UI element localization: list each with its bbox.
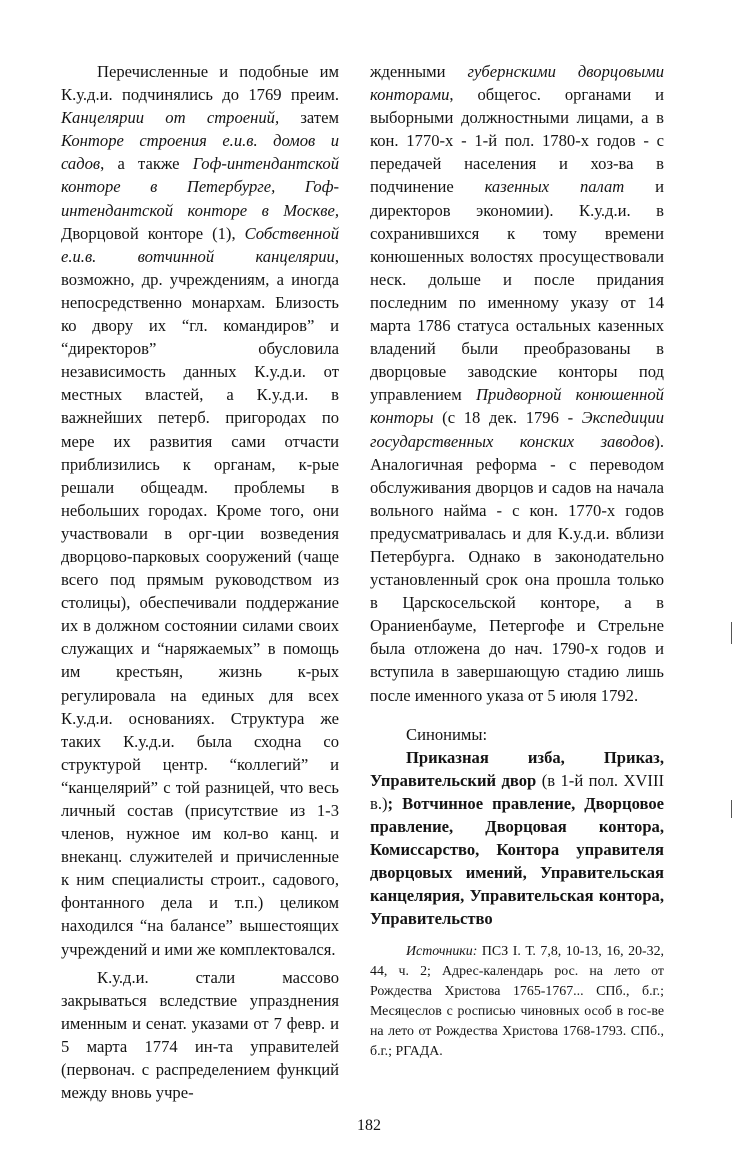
synonym-terms: Приказная изба, Приказ, Управительский двор (370, 747, 664, 790)
margin-mark (731, 800, 732, 818)
sources-text: ПСЗ I. Т. 7,8, 10-13, 16, 20-32, 44, ч. 2; Адрес-календарь рос. на лето от Рождества Христова 1765-1767... СПб., б.г.; Месяцеслов с росписью чиновных особ в гос-ве на лето от Рождества Христова 1768-1793. СПб., б.г.; РГАДА. (370, 944, 664, 1059)
synonym-note: (в 1-й пол. XVIII в.) (370, 770, 664, 813)
text-run: , возможно, др. учреждениям, а иногда непосредственно монархам. Близость ко двору их “гл. командиров” и “директоров” обусловила независимость данных К.у.д.и. от местных властей, а К.у.д.и. в важнейших петерб. пригородах по мере их развития сами отчасти приблизились к органам, к-рые решали общеадм. проблемы в небольших городах. Кроме того, они участвовали в орг-ции возведения дворцово-парковых сооружений (чаще всего под прямым руководством из столицы), обеспечивали поддержание их в должном состоянии силами своих служащих и “наряжаемых” в помощь им крестьян, жизнь к-рых регулировала на единых для всех К.у.д.и. основаниях. Структура же таких К.у.д.и. была сходна со структурой центр. “коллегий” и “канцелярий” с той разницей, что весь личный состав (присутствие из 1-3 членов, нужное им кол-во канц. и внеканц. служителей и причисленные к ним специалисты строит., садового, фонтанного дела и т.п.) целиком находился “на балансе” вышестоящих учреждений и ими же комплектовался. (61, 246, 339, 959)
italic-term: Канцелярии от строений, (61, 108, 280, 128)
italic-term: Придворной конюшенной конторы (370, 385, 664, 428)
text-run: (с 18 дек. 1796 - (433, 408, 582, 428)
text-run: затем (279, 108, 339, 128)
right-column (370, 60, 664, 1062)
body-paragraph (61, 966, 339, 1105)
left-column (61, 60, 339, 1104)
italic-term: казенных палат (484, 177, 625, 197)
text-run: К.у.д.и. стали массово закрываться вследствие упразднения именным и сенат. указами от 7 февр. и 5 марта 1774 ин-та управителей (первонач. с распределением функций между вновь учре- (61, 967, 339, 1103)
margin-mark (731, 622, 732, 644)
text-run: и директоров экономии). К.у.д.и. в сохранившихся к тому времени конюшенных волостях просуществовали неск. дольше и после придания последним по именному указу от 14 марта 1786 статуса остальных казенных владений были преобразованы в дворцовые заводские конторы под управлением (370, 177, 664, 405)
italic-term: Гоф-интендантской конторе в Петербурге, Гоф-интендантской конторе в Москве, (61, 154, 339, 220)
italic-term: Конторе строения е.и.в. домов и садов (61, 131, 339, 174)
body-paragraph (61, 60, 339, 961)
body-paragraph (370, 60, 664, 707)
sources-block (370, 942, 664, 1061)
sources-label: Источники: (406, 944, 478, 960)
italic-term: Экспедиции государственных конских заводов (370, 408, 664, 451)
text-run: , общегос. органами и выборными должностными лицами, а в кон. 1770-х - 1-й пол. 1780-х годов - с передачей населения и хоз-ва в подчинение (370, 85, 664, 197)
italic-term: губернскими дворцовыми конторами (370, 62, 665, 105)
text-run: жденными (370, 62, 468, 81)
text-run: ). Аналогичная реформа - с переводом обслуживания дворцов и садов на начала вольного найма - с кон. 1770-х годов предусматривалась и для К.у.д.и. вблизи Петербурга. Однако в законодательно установленный срок она прошла только в Царскосельской конторе, а в Ораниенбауме, Петергофе и Стрельне была отложена до нач. 1790-х годов и вступила в завершающую стадию лишь после именного указа от 5 июля 1792. (370, 431, 664, 705)
synonyms-list (370, 746, 664, 931)
synonym-terms: ; Вотчинное правление, Дворцовое правление, Дворцовая контора, Комиссарство, Контора управителя дворцовых имений, Управительская канцелярия, Управительская контора, Управительство (370, 793, 664, 929)
synonyms-label: Синонимы: (406, 724, 488, 744)
text-run: Дворцовой конторе (1), (61, 223, 245, 243)
text-run: , а также (100, 154, 193, 174)
page-number: 182 (357, 1117, 381, 1134)
italic-term: Собственной е.и.в. вотчинной канцелярии (61, 223, 339, 266)
text-run: Перечисленные и подобные им К.у.д.и. подчинялись до 1769 преим. (61, 62, 339, 105)
